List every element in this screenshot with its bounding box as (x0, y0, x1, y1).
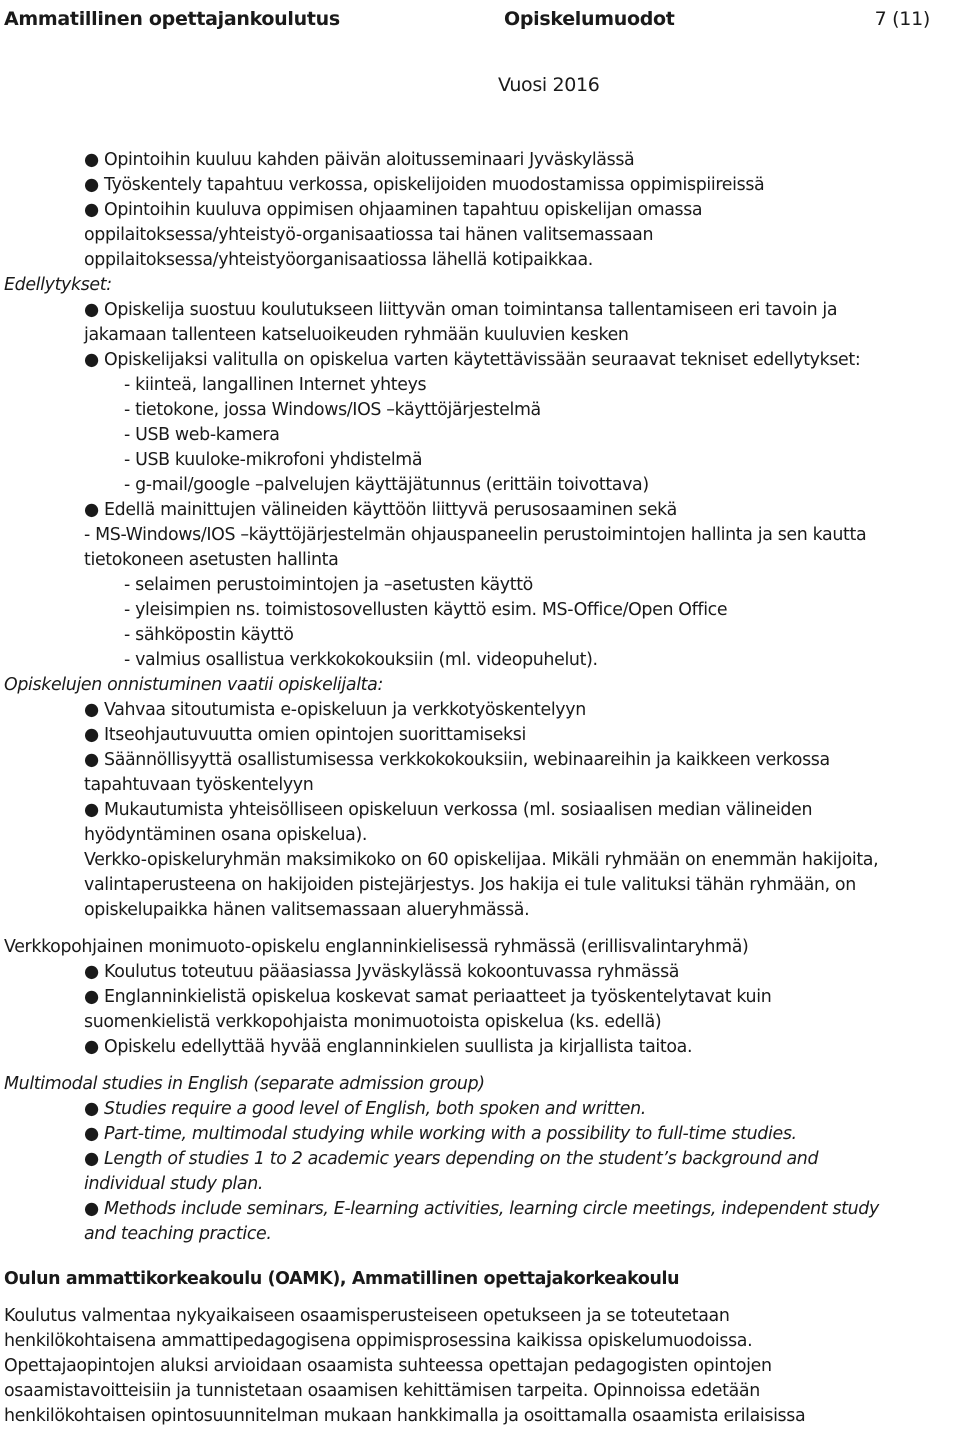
text-line: - USB web-kamera (124, 425, 280, 445)
text-line: oppilaitoksessa/yhteistyöorganisaatiossa lähellä kotipaikkaa. (84, 250, 593, 270)
text-line: henkilökohtaisena ammattipedagogisena oppimisprosessina kaikissa opiskelumuodoissa. (4, 1331, 753, 1351)
header-year: Vuosi 2016 (498, 74, 600, 96)
text-line: ● Opintoihin kuuluu kahden päivän aloitusseminaari Jyväskylässä (84, 150, 635, 170)
text-line: hyödyntäminen osana opiskelua). (84, 825, 368, 845)
text-line: and teaching practice. (84, 1224, 272, 1244)
text-line: - selaimen perustoimintojen ja –asetusten käyttö (124, 575, 533, 595)
document-body (4, 148, 956, 1429)
text-line: ● Mukautumista yhteisölliseen opiskeluun verkossa (ml. sosiaalisen median välineiden (84, 800, 813, 820)
text-line: ● Koulutus toteutuu pääasiassa Jyväskylässä kokoontuvassa ryhmässä (84, 962, 680, 982)
text-line: - valmius osallistua verkkokokouksiin (ml. videopuhelut). (124, 650, 598, 670)
text-line: Opettajaopintojen aluksi arvioidaan osaamista suhteessa opettajan pedagogisten opintojen (4, 1356, 772, 1376)
section-heading-english-group: Verkkopohjainen monimuoto-opiskelu englanninkielisessä ryhmässä (erillisvalintaryhmä) (4, 937, 749, 957)
text-line: valintaperusteena on hakijoiden pistejärjestys. Jos hakija ei tule valituksi tähän ryhmään, on (84, 875, 856, 895)
text-line: individual study plan. (84, 1174, 264, 1194)
text-line: - yleisimpien ns. toimistosovellusten käyttö esim. MS-Office/Open Office (124, 600, 728, 620)
text-line: - tietokone, jossa Windows/IOS –käyttöjärjestelmä (124, 400, 541, 420)
section-heading-edellytykset: Edellytykset: (4, 275, 112, 295)
text-line: ● Part-time, multimodal studying while working with a possibility to full-time studies. (84, 1124, 797, 1144)
text-line: ● Opiskelijaksi valitulla on opiskelua varten käytettävissään seuraavat tekniset edellytykset: (84, 350, 861, 370)
text-line: ● Opintoihin kuuluva oppimisen ohjaaminen tapahtuu opiskelijan omassa (84, 200, 703, 220)
text-line: ● Studies require a good level of English, both spoken and written. (84, 1099, 646, 1119)
text-line: jakamaan tallenteen katseluoikeuden ryhmään kuuluvien kesken (84, 325, 629, 345)
text-line: ● Työskentely tapahtuu verkossa, opiskelijoiden muodostamissa oppimispiireissä (84, 175, 765, 195)
page-header (4, 8, 930, 34)
text-line: ● Methods include seminars, E-learning activities, learning circle meetings, independent study (84, 1199, 879, 1219)
header-section: Opiskelumuodot (504, 8, 675, 30)
text-line: ● Vahvaa sitoutumista e-opiskeluun ja verkkotyöskentelyyn (84, 700, 586, 720)
text-line: henkilökohtaisen opintosuunnitelman mukaan hankkimalla ja osoittamalla osaamista erilaisissa (4, 1406, 806, 1426)
text-line: ● Englanninkielistä opiskelua koskevat samat periaatteet ja työskentelytavat kuin (84, 987, 772, 1007)
section-heading-requirements: Opiskelujen onnistuminen vaatii opiskelijalta: (4, 675, 383, 695)
section-heading-oamk: Oulun ammattikorkeakoulu (OAMK), Ammatillinen opettajakorkeakoulu (4, 1269, 680, 1289)
header-page-number: 7 (11) (874, 8, 930, 30)
text-line: - kiinteä, langallinen Internet yhteys (124, 375, 427, 395)
text-line: - USB kuuloke-mikrofoni yhdistelmä (124, 450, 423, 470)
text-line: ● Opiskelu edellyttää hyvää englanninkielen suullista ja kirjallista taitoa. (84, 1037, 693, 1057)
text-line: suomenkielistä verkkopohjaista monimuotoista opiskelua (ks. edellä) (84, 1012, 662, 1032)
header-title: Ammatillinen opettajankoulutus (4, 8, 340, 30)
text-line: ● Length of studies 1 to 2 academic years depending on the student’s background and (84, 1149, 819, 1169)
text-line: ● Itseohjautuvuutta omien opintojen suorittamiseksi (84, 725, 526, 745)
text-line: - sähköpostin käyttö (124, 625, 294, 645)
text-line: Koulutus valmentaa nykyaikaiseen osaamisperusteiseen opetukseen ja se toteutetaan (4, 1306, 730, 1326)
text-line: osaamistavoitteisiin ja tunnistetaan osaamisen kehittämisen tarpeita. Opinnoissa edetään (4, 1381, 760, 1401)
text-line: Verkko-opiskeluryhmän maksimikoko on 60 opiskelijaa. Mikäli ryhmään on enemmän hakijoita, (84, 850, 879, 870)
section-heading-multimodal: Multimodal studies in English (separate admission group) (4, 1074, 485, 1094)
text-line: ● Säännöllisyyttä osallistumisessa verkkokokouksiin, webinaareihin ja kaikkeen verkossa (84, 750, 830, 770)
text-line: tietokoneen asetusten hallinta (84, 550, 339, 570)
text-line: ● Edellä mainittujen välineiden käyttöön liittyvä perusosaaminen sekä (84, 500, 677, 520)
text-line: tapahtuvaan työskentelyyn (84, 775, 314, 795)
text-line: ● Opiskelija suostuu koulutukseen liittyvän oman toimintansa tallentamiseen eri tavoin ja (84, 300, 838, 320)
text-line: - g-mail/google –palvelujen käyttäjätunnus (erittäin toivottava) (124, 475, 649, 495)
text-line: - MS-Windows/IOS –käyttöjärjestelmän ohjauspaneelin perustoimintojen hallinta ja sen kautta (84, 525, 867, 545)
text-line: oppilaitoksessa/yhteistyö-organisaatiossa tai hänen valitsemassaan (84, 225, 654, 245)
text-line: opiskelupaikka hänen valitsemassaan alueryhmässä. (84, 900, 530, 920)
